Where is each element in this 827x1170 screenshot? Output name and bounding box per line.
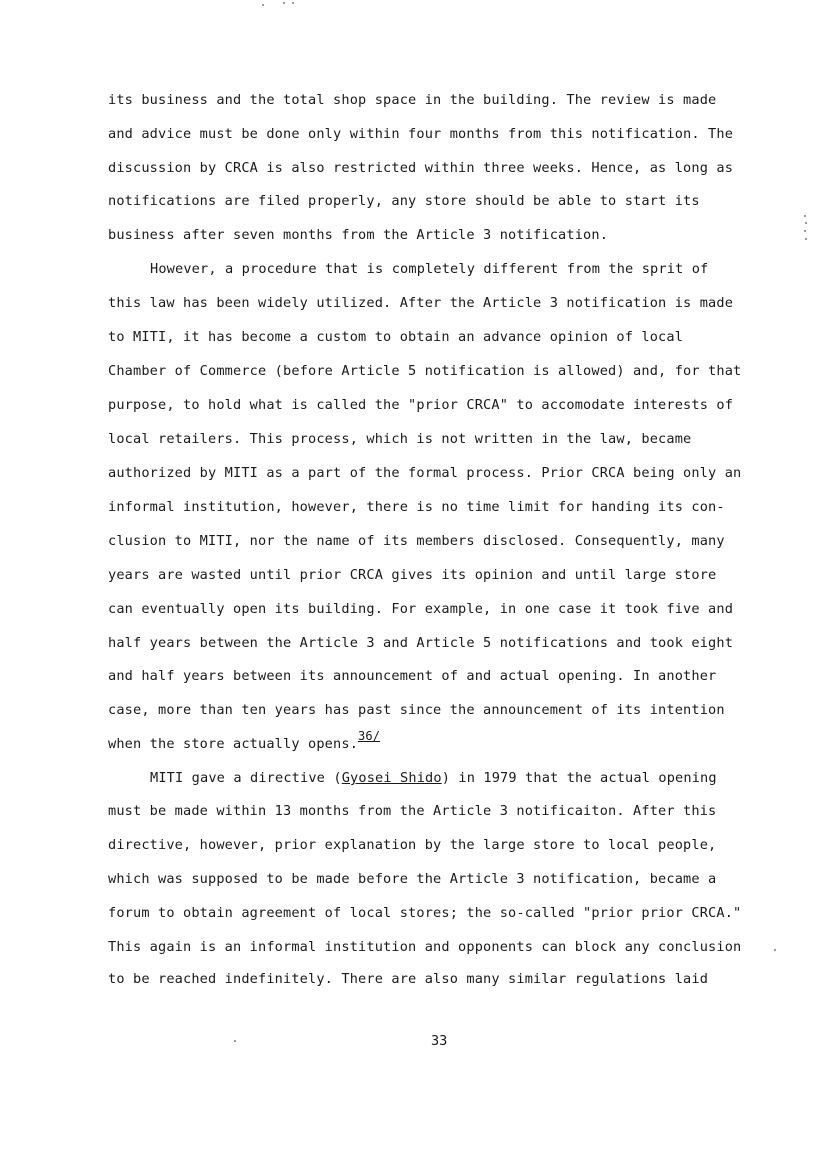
text-line: half years between the Article 3 and Article 5 notifications and took eight	[108, 635, 734, 651]
scan-speck	[234, 1040, 236, 1042]
text-line: its business and the total shop space in the building. The review is made	[108, 92, 717, 108]
text-line: years are wasted until prior CRCA gives its opinion and until large store	[108, 567, 717, 583]
text-line: business after seven months from the Article 3 notification.	[108, 227, 609, 243]
scan-speck	[262, 4, 264, 6]
text-line: which was supposed to be made before the Article 3 notification, became a	[108, 871, 717, 887]
scan-speck	[804, 230, 806, 232]
footnote-marker: 36/	[358, 729, 381, 743]
scan-speck	[805, 238, 807, 240]
text-segment: MITI gave a directive (	[150, 770, 342, 786]
text-line: authorized by MITI as a part of the formal process. Prior CRCA being only an	[108, 465, 742, 481]
text-line: This again is an informal institution and opponents can block any conclusion	[108, 939, 742, 955]
scan-speck	[292, 2, 294, 4]
text-line: this law has been widely utilized. After the Article 3 notification is made	[108, 295, 734, 311]
text-line: and advice must be done only within four months from this notification. The	[108, 126, 734, 142]
text-line: must be made within 13 months from the Article 3 notificaiton. After this	[108, 803, 717, 819]
text-segment: when the store actually opens.	[108, 736, 359, 752]
underlined-term: Gyosei Shido	[341, 770, 442, 786]
text-line: can eventually open its building. For example, in one case it took five and	[108, 601, 734, 617]
text-line: Chamber of Commerce (before Article 5 notification is allowed) and, for that	[108, 363, 742, 379]
text-line: case, more than ten years has past since the announcement of its intention	[108, 702, 725, 718]
text-line: informal institution, however, there is no time limit for handing its con-	[108, 499, 725, 515]
text-line: and half years between its announcement of and actual opening. In another	[108, 668, 717, 684]
text-line: to be reached indefinitely. There are also many similar regulations laid	[108, 971, 709, 987]
scan-speck	[804, 215, 806, 217]
scan-speck	[283, 2, 285, 4]
text-line: forum to obtain agreement of local stores; the so-called "prior prior CRCA."	[108, 905, 742, 921]
text-line: local retailers. This process, which is not written in the law, became	[108, 431, 692, 447]
text-line: purpose, to hold what is called the "prior CRCA" to accomodate interests of	[108, 397, 734, 413]
scan-speck	[774, 949, 776, 951]
text-segment: ) in 1979 that the actual opening	[441, 770, 717, 786]
text-line: directive, however, prior explanation by the large store to local people,	[108, 837, 717, 853]
text-line-with-footnote	[108, 729, 381, 753]
scan-speck	[805, 222, 807, 224]
text-line: clusion to MITI, nor the name of its members disclosed. Consequently, many	[108, 533, 725, 549]
text-line: notifications are filed properly, any store should be able to start its	[108, 193, 700, 209]
text-line: discussion by CRCA is also restricted within three weeks. Hence, as long as	[108, 160, 734, 176]
text-line: to MITI, it has become a custom to obtain an advance opinion of local	[108, 329, 684, 345]
paragraph-start-line	[150, 769, 717, 787]
page-number: 33	[431, 1033, 448, 1049]
paragraph-start-line: However, a procedure that is completely different from the sprit of	[150, 261, 709, 277]
